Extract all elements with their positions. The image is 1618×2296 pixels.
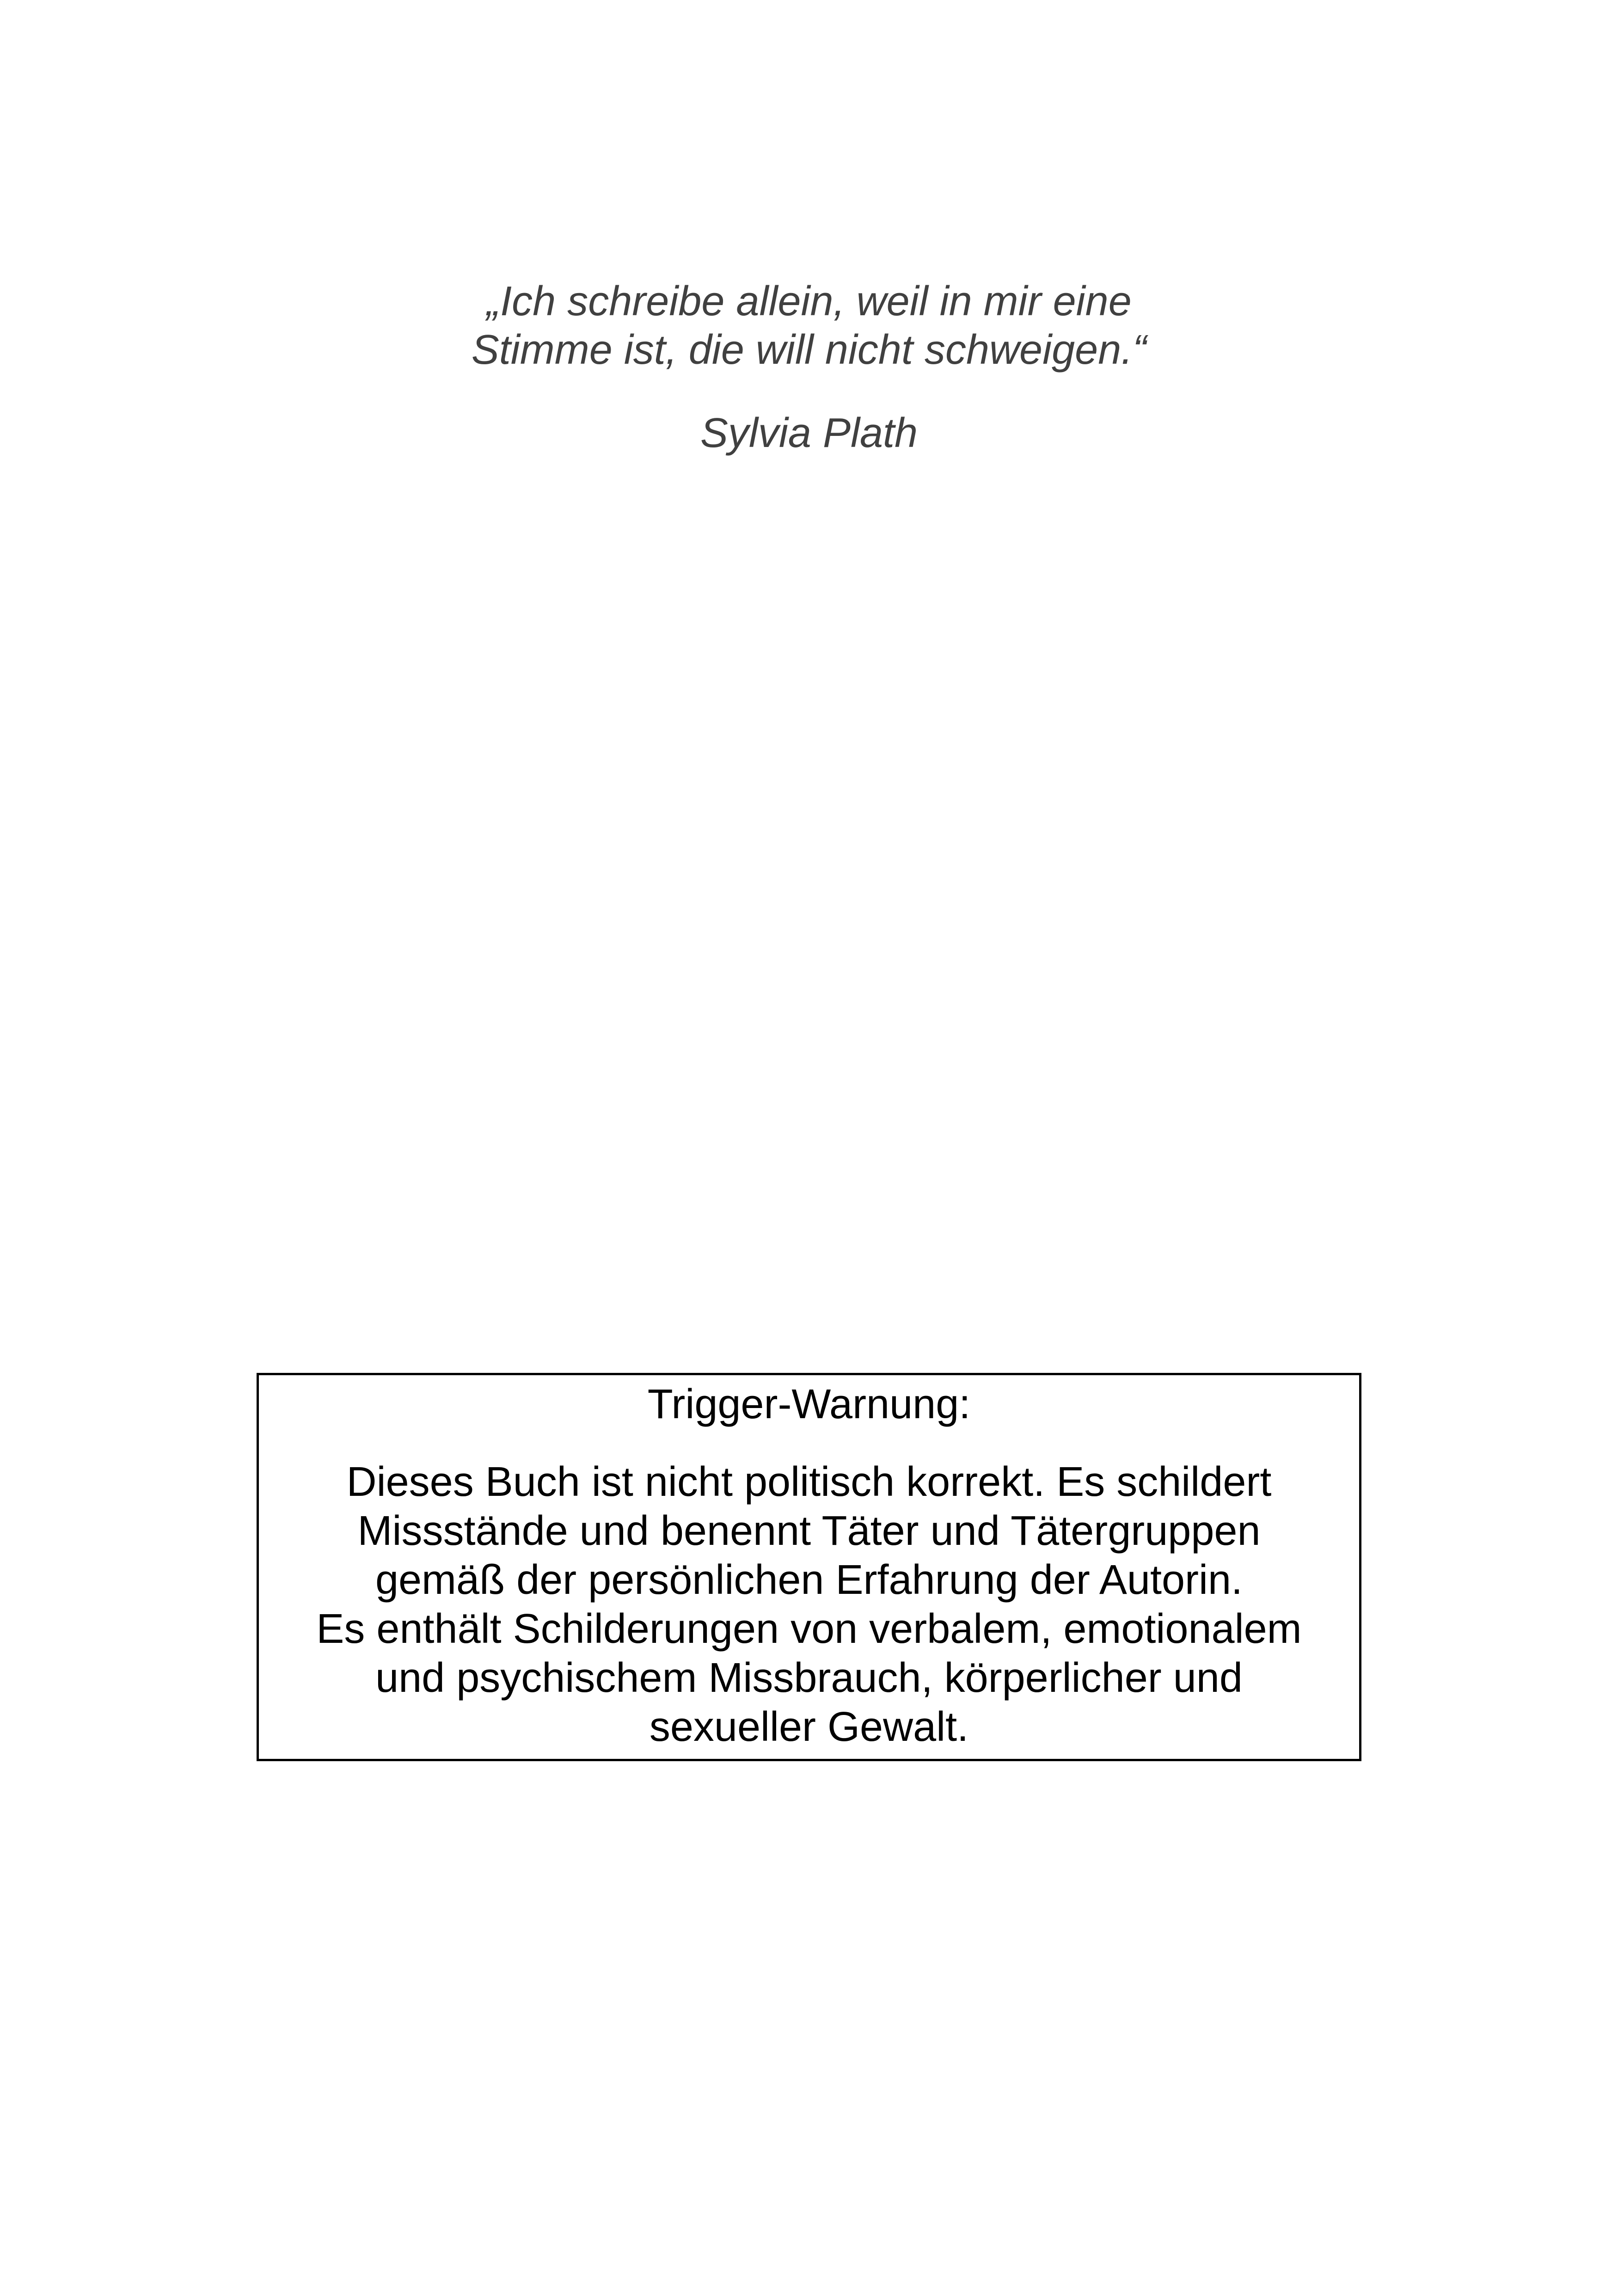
trigger-warning-line: und psychischem Missbrauch, körperlicher und: [375, 1655, 1243, 1701]
trigger-warning-box: [257, 1373, 1361, 1761]
trigger-warning-line: Dieses Buch ist nicht politisch korrekt. Es schildert: [346, 1459, 1272, 1505]
trigger-warning-line: Es enthält Schilderungen von verbalem, emotionalem: [316, 1606, 1302, 1652]
epigraph: [0, 277, 1618, 458]
trigger-warning-title: Trigger-Warnung:: [647, 1381, 971, 1427]
epigraph-quote-line: Stimme ist, die will nicht schweigen.“: [471, 327, 1147, 373]
trigger-warning-line: sexueller Gewalt.: [649, 1704, 969, 1750]
epigraph-author: Sylvia Plath: [700, 410, 918, 456]
epigraph-quote-line: „Ich schreibe allein, weil in mir eine: [486, 278, 1132, 325]
trigger-warning-line: Missstände und benennt Täter und Tätergruppen: [357, 1508, 1261, 1554]
trigger-warning-line: gemäß der persönlichen Erfahrung der Autorin.: [375, 1557, 1243, 1603]
trigger-warning-text: [259, 1457, 1359, 1751]
